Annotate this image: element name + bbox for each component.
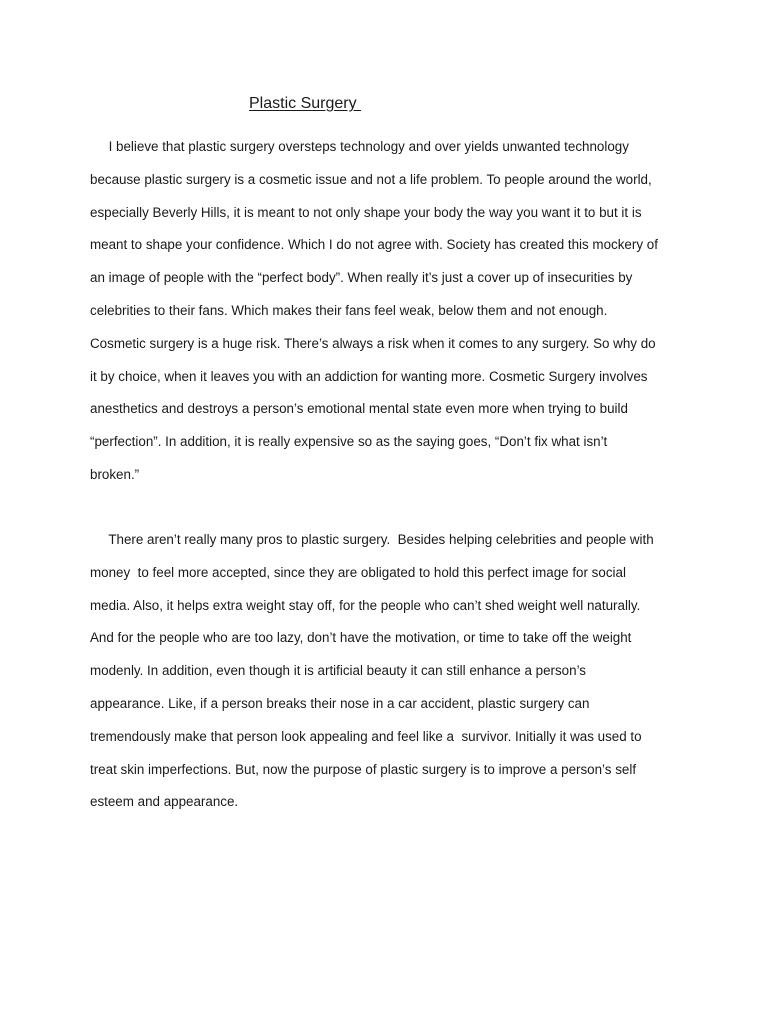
paragraph-line: There aren’t really many pros to plastic surgery. Besides helping celebrities and people with [90, 532, 654, 547]
paragraph-line: especially Beverly Hills, it is meant to not only shape your body the way you want it to but it is [90, 204, 642, 220]
paragraph-line: appearance. Like, if a person breaks their nose in a car accident, plastic surgery can [90, 695, 590, 711]
paragraph-line: because plastic surgery is a cosmetic issue and not a life problem. To people around the world, [90, 171, 652, 187]
paragraph-line: modenly. In addition, even though it is artificial beauty it can still enhance a person’s [90, 663, 586, 679]
paragraph-line: broken.” [90, 466, 140, 482]
paragraph-line: money to feel more accepted, since they are obligated to hold this perfect image for social [90, 564, 626, 580]
paragraph-line: media. Also, it helps extra weight stay off, for the people who can’t shed weight well naturally. [90, 597, 641, 613]
paragraph-1 [90, 138, 690, 499]
paragraph-2 [90, 531, 690, 826]
paragraph-line: tremendously make that person look appealing and feel like a survivor. Initially it was used to [90, 728, 642, 744]
paragraph-line: an image of people with the “perfect body”. When really it’s just a cover up of insecurities by [90, 270, 633, 286]
document-title: Plastic Surgery [249, 95, 362, 112]
paragraph-line: I believe that plastic surgery oversteps technology and over yields unwanted technology [90, 139, 629, 154]
paragraph-line: And for the people who are too lazy, don’t have the motivation, or time to take off the weight [90, 630, 632, 646]
paragraph-line: meant to shape your confidence. Which I do not agree with. Society has created this mockery of [90, 237, 658, 253]
paragraph-line: esteem and appearance. [90, 794, 239, 810]
paragraph-line: Cosmetic surgery is a huge risk. There’s always a risk when it comes to any surgery. So why do [90, 335, 656, 351]
paragraph-line: celebrities to their fans. Which makes their fans feel weak, below them and not enough. [90, 302, 608, 318]
paragraph-line: anesthetics and destroys a person’s emotional mental state even more when trying to build [90, 401, 628, 417]
paragraph-line: “perfection”. In addition, it is really expensive so as the saying goes, “Don’t fix what isn’t [90, 434, 608, 450]
paragraph-line: treat skin imperfections. But, now the purpose of plastic surgery is to improve a person’s self [90, 761, 637, 777]
paragraph-line: it by choice, when it leaves you with an addiction for wanting more. Cosmetic Surgery involves [90, 368, 648, 384]
